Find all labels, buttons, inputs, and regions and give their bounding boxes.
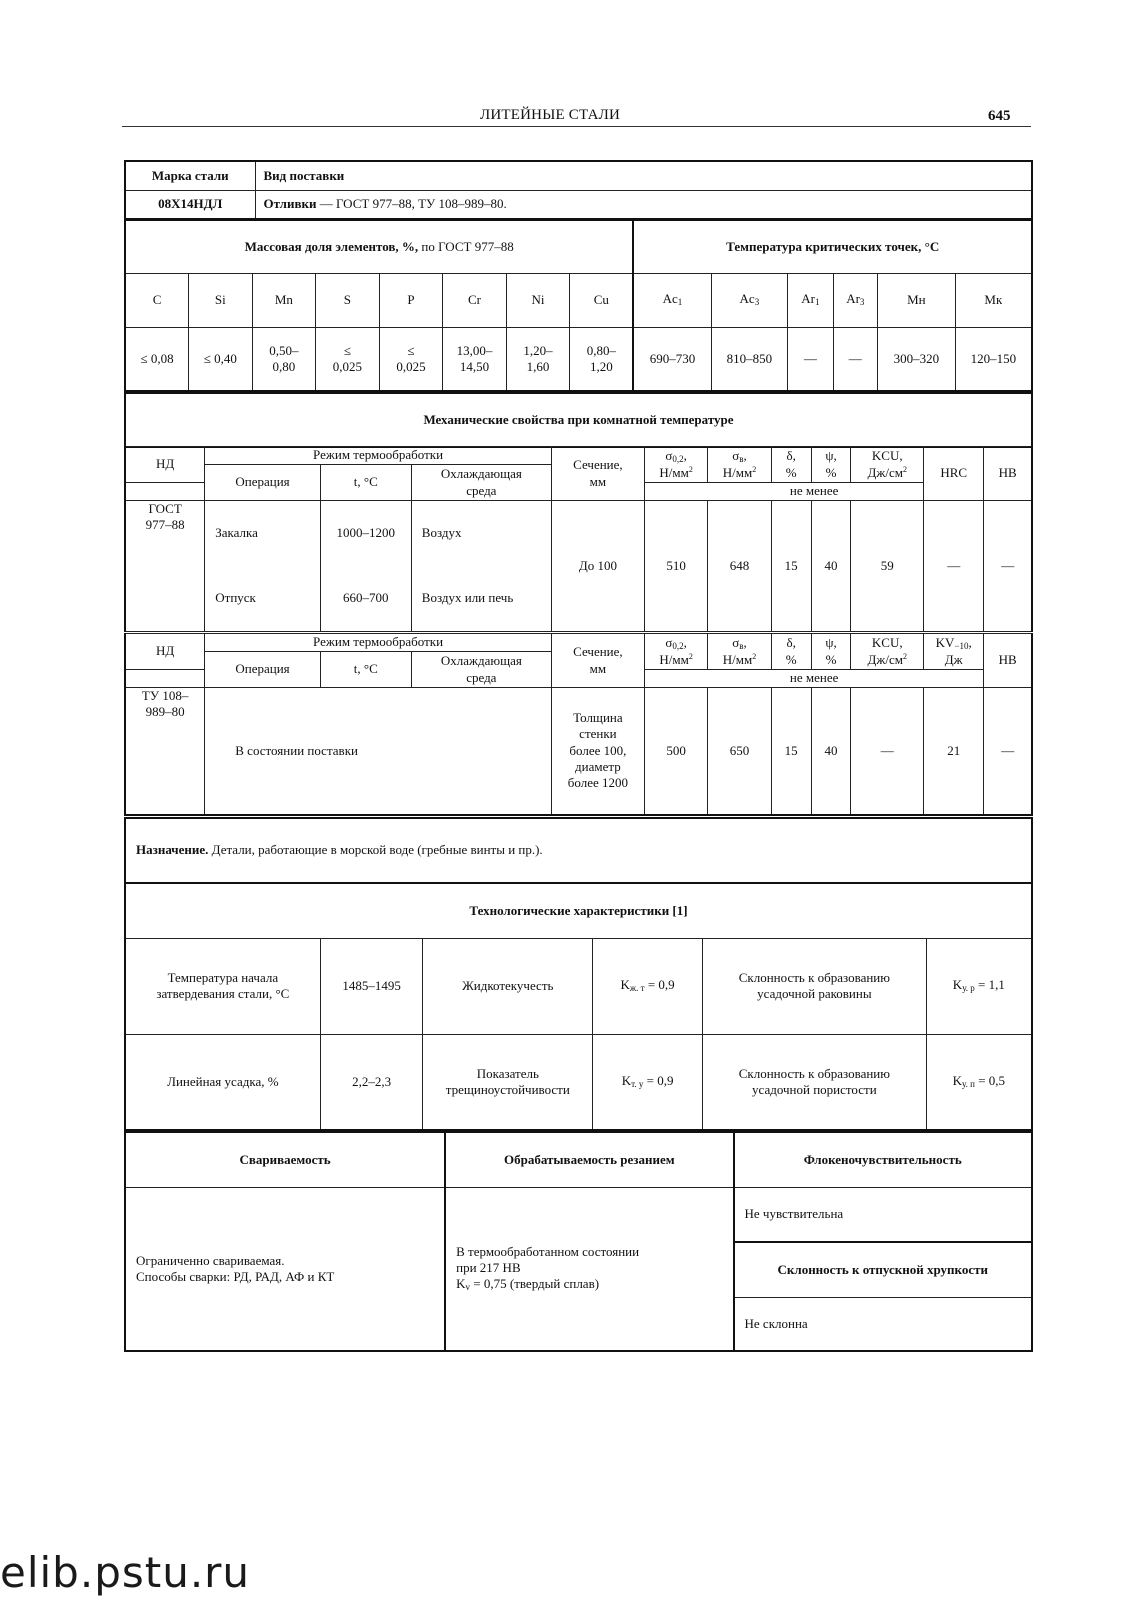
value-mn: 0,50– 0,80	[252, 327, 316, 391]
composition-title: Массовая доля элементов, %, по ГОСТ 977–88	[125, 220, 633, 273]
tech-title: Технологические характеристики [1]	[125, 883, 1032, 938]
kv-tu: 21	[924, 688, 984, 815]
mechanical-title-table	[124, 392, 1033, 448]
shrink-cavity-value: $K_{у. р} = 1,1$	[926, 938, 1032, 1034]
value-cu: 0,80– 1,20	[570, 327, 634, 391]
page-header-title: ЛИТЕЙНЫЕ СТАЛИ	[480, 107, 621, 123]
delta-tu: 15	[771, 688, 811, 815]
value-c: ≤ 0,08	[125, 327, 189, 391]
cool-temper: Воздух или печь	[411, 566, 551, 632]
hb-gost: —	[984, 501, 1032, 632]
op-quench: Закалка	[205, 501, 321, 566]
delta-header: δ, %	[771, 447, 811, 483]
nd-gost: ГОСТ 977–88	[125, 501, 205, 632]
bottom-table	[124, 1131, 1033, 1352]
psi-header: ψ, %	[811, 447, 851, 483]
nd-header-2: НД	[125, 634, 205, 670]
grade-table	[124, 160, 1033, 220]
header-rule	[122, 126, 1031, 127]
supply-value: Отливки — ГОСТ 977–88, ТУ 108–989–80.	[255, 190, 1032, 219]
mk-header: Мк	[955, 273, 1032, 327]
sigma02-gost: 510	[644, 501, 707, 632]
flake-text: Не чувствительна	[734, 1187, 1032, 1242]
fluidity-value: $K_{ж. т} = 0,9$	[593, 938, 703, 1034]
operation-header-2: Операция	[205, 652, 321, 688]
kcu-header: KCU, $Дж/см^2$	[851, 447, 924, 483]
temper-brittleness-title: Склонность к отпускной хрупкости	[734, 1242, 1032, 1297]
delta-gost: 15	[771, 501, 811, 632]
not-less-label-2: не менее	[644, 670, 983, 688]
machinability-title: Обрабатываемость резанием	[445, 1132, 733, 1187]
nd-header: НД	[125, 447, 205, 483]
temp-header-2: t, °С	[320, 652, 411, 688]
section-tu: Толщина стенки более 100, диаметр более 1200	[551, 688, 644, 815]
value-ar3: —	[833, 327, 877, 391]
tech-table	[124, 882, 1033, 1131]
section-header: Сечение, мм	[551, 447, 644, 501]
mechanical-tu-table	[124, 633, 1033, 816]
psi-tu: 40	[811, 688, 851, 815]
nd-header-spacer-2	[125, 670, 205, 688]
condition-tu: В состоянии поставки	[205, 688, 552, 815]
porosity-label: Склонность к образованию усадочной пористости	[703, 1034, 927, 1130]
element-cr: Cr	[443, 273, 507, 327]
watermark: elib.pstu.ru	[0, 1548, 251, 1597]
sigmab-tu: 650	[708, 688, 771, 815]
sigmab-gost: 648	[708, 501, 771, 632]
value-ni: 1,20– 1,60	[506, 327, 570, 391]
heat-treatment-header-2: Режим термообработки	[205, 634, 552, 652]
crack-resistance-value: $K_{т. у} = 0,9$	[593, 1034, 703, 1130]
linear-shrink-value: 2,2–2,3	[320, 1034, 423, 1130]
section-gost: До 100	[551, 501, 644, 632]
sigmab-header-2: $\sigma_в$, $Н/мм^2$	[708, 634, 771, 670]
composition-table	[124, 219, 1033, 392]
critical-points-title: Температура критических точек, °С	[633, 220, 1032, 273]
op-temper: Отпуск	[205, 566, 321, 632]
element-s: S	[316, 273, 380, 327]
crack-resistance-label: Показатель трещиноустойчивости	[423, 1034, 593, 1130]
operation-header: Операция	[205, 465, 321, 501]
t-temper: 660–700	[320, 566, 411, 632]
sigma02-tu: 500	[644, 688, 707, 815]
nd-header-spacer	[125, 483, 205, 501]
mn-header: Мн	[878, 273, 956, 327]
element-mn: Mn	[252, 273, 316, 327]
linear-shrink-label: Линейная усадка, %	[125, 1034, 320, 1130]
page-number: 645	[988, 108, 1011, 124]
ar3-header: $Ar_3$	[833, 273, 877, 327]
value-cr: 13,00– 14,50	[443, 327, 507, 391]
value-ac3: 810–850	[711, 327, 788, 391]
sigmab-header: $\sigma_в$, $Н/мм^2$	[708, 447, 771, 483]
value-ac1: 690–730	[633, 327, 711, 391]
hrc-header: HRC	[924, 447, 984, 501]
value-mn: 300–320	[878, 327, 956, 391]
porosity-value: $K_{у. п} = 0,5$	[926, 1034, 1032, 1130]
purpose-table	[124, 817, 1033, 884]
supply-label: Вид поставки	[255, 161, 1032, 190]
nd-tu: ТУ 108– 989–80	[125, 688, 205, 815]
machinability-text: В термообработанном состоянии при 217 НВ $K_v = 0,75$ (твердый сплав)	[445, 1187, 733, 1351]
temp-header: t, °С	[320, 465, 411, 501]
hb-header-2: НВ	[984, 634, 1032, 688]
grade-value: 08Х14НДЛ	[125, 190, 255, 219]
value-ar1: —	[788, 327, 833, 391]
not-less-label: не менее	[644, 483, 983, 501]
flake-title: Флокеночувствительность	[734, 1132, 1032, 1187]
mechanical-gost-table	[124, 446, 1033, 632]
hb-header: НВ	[984, 447, 1032, 501]
kcu-tu: —	[851, 688, 924, 815]
element-ni: Ni	[506, 273, 570, 327]
purpose-text: Назначение. Детали, работающие в морской воде (гребные винты и пр.).	[125, 818, 1032, 883]
fluidity-label: Жидкотекучесть	[423, 938, 593, 1034]
element-c: C	[125, 273, 189, 327]
solidification-label: Температура начала затвердевания стали, °С	[125, 938, 320, 1034]
ac3-header: $Ac_3$	[711, 273, 788, 327]
ac1-header: $Ac_1$	[633, 273, 711, 327]
kv-header: $KV_{-10}$, Дж	[924, 634, 984, 670]
psi-gost: 40	[811, 501, 851, 632]
psi-header-2: ψ, %	[811, 634, 851, 670]
kcu-header-2: KCU, $Дж/см^2$	[851, 634, 924, 670]
value-p: ≤ 0,025	[379, 327, 443, 391]
hb-tu: —	[984, 688, 1032, 815]
value-mk: 120–150	[955, 327, 1032, 391]
weldability-title: Свариваемость	[125, 1132, 445, 1187]
section-header-2: Сечение, мм	[551, 634, 644, 688]
shrink-cavity-label: Склонность к образованию усадочной раковины	[703, 938, 927, 1034]
element-cu: Cu	[570, 273, 634, 327]
temper-brittleness-text: Не склонна	[734, 1297, 1032, 1351]
sigma02-header-2: $\sigma_{0,2}$, $Н/мм^2$	[644, 634, 707, 670]
value-s: ≤ 0,025	[316, 327, 380, 391]
hrc-gost: —	[924, 501, 984, 632]
solidification-value: 1485–1495	[320, 938, 423, 1034]
value-si: ≤ 0,40	[189, 327, 253, 391]
heat-treatment-header: Режим термообработки	[205, 447, 552, 465]
element-si: Si	[189, 273, 253, 327]
t-quench: 1000–1200	[320, 501, 411, 566]
kcu-gost: 59	[851, 501, 924, 632]
grade-label: Марка стали	[125, 161, 255, 190]
weldability-text: Ограниченно свариваемая. Способы сварки: РД, РАД, АФ и КТ	[125, 1187, 445, 1351]
element-p: P	[379, 273, 443, 327]
ar1-header: $Ar_1$	[788, 273, 833, 327]
delta-header-2: δ, %	[771, 634, 811, 670]
cool-quench: Воздух	[411, 501, 551, 566]
sigma02-header: $\sigma_{0,2}$, $Н/мм^2$	[644, 447, 707, 483]
cooling-header-2: Охлаждающая среда	[411, 652, 551, 688]
cooling-header: Охлаждающая среда	[411, 465, 551, 501]
mechanical-title: Механические свойства при комнатной температуре	[125, 393, 1032, 447]
